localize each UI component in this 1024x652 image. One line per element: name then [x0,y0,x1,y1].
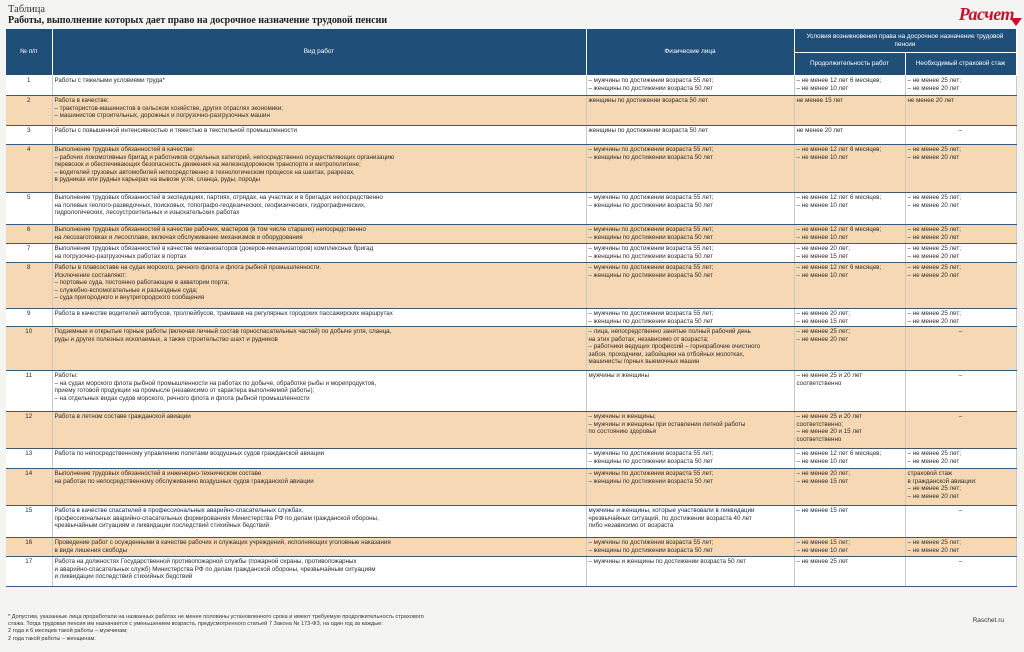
row-number-text: 1 [27,77,31,84]
row-persons-text: – мужчины по достижении возраста 55 лет; – женщины по достижении возраста 50 лет [588,450,714,465]
row-work-type-text: Выполнение трудовых обязанностей в качестве рабочих, мастеров (в том числе старших) непосредственно на лесозаготовках и лесосплаве, включая обслуживание механизмов и оборудования [54,226,366,241]
row-persons-text: – мужчины по достижении возраста 55 лет; – женщины по достижении возраста 50 лет [588,77,714,92]
row-insurance [905,506,1016,538]
row-persons [586,327,794,371]
row-work-type [52,327,586,371]
row-duration-text: не менее 20 лет [796,127,844,134]
row-insurance-text: не менее 20 лет [907,97,955,104]
table-row [6,145,1016,193]
row-persons [586,449,794,469]
row-number-text: 3 [27,127,31,134]
row-number-text: 13 [25,450,33,457]
footnote: * Допустим, указанные лица проработали на названных работах не менее половины установленного срока и имеют требуемую продолжительность страхового стажа. Тогда трудовая пенсия им назначается с уменьшением возраста, предусмотренного статьей 7 Закона № 173-ФЗ, на один год за каждые: 2 года и 6 месяцев такой работы – мужчинам; 2 года такой работы – женщинам. [8,614,424,642]
row-number-text: 5 [27,194,31,201]
row-number [6,145,52,193]
table-row [6,76,1016,96]
row-persons [586,557,794,587]
row-number-text: 16 [25,539,33,546]
row-insurance [905,327,1016,371]
row-persons-text: женщины по достижении возраста 50 лет [588,127,708,134]
row-persons-text: – мужчины по достижении возраста 55 лет; – женщины по достижении возраста 50 лет [588,245,714,260]
row-work-type-text: Работы с тяжелыми условиями труда* [54,77,165,84]
row-number-text: 14 [25,470,33,477]
row-work-type [52,538,586,557]
row-work-type-text: Выполнение трудовых обязанностей в инженерно-техническом составе на работах по непосредственному обслуживанию воздушных судов гражданской авиации [54,470,314,485]
row-duration-text: – не менее 15 лет; – не менее 10 лет [796,539,850,554]
row-duration-text: – не менее 12 лет 6 месяцев; – не менее 10 лет [796,264,882,279]
row-work-type-text: Работа по непосредственному управлению полетами воздушных судов гражданской авиации [54,450,325,457]
row-work-type-text: Работа в качестве водителей автобусов, троллейбусов, трамваев на регулярных городских пассажирских маршрутах [54,310,393,317]
row-insurance [905,96,1016,126]
row-duration-text: – не менее 25 и 20 лет соответственно [796,372,863,387]
row-duration [794,244,905,263]
col-header-persons: Физические лица [586,29,794,76]
row-duration [794,96,905,126]
row-duration-text: – не менее 20 лет; – не менее 15 лет [796,310,850,325]
row-work-type [52,371,586,412]
row-persons [586,469,794,506]
row-insurance [905,225,1016,244]
row-work-type [52,193,586,225]
row-insurance-text: – не менее 25 лет; – не менее 20 лет [907,146,961,161]
row-persons [586,263,794,309]
logo-flag-icon [1010,18,1022,26]
row-number-text: 11 [25,372,32,379]
row-work-type [52,506,586,538]
row-insurance [905,412,1016,449]
row-work-type-text: Работы в плавсоставе на судах морского, речного флота и флота рыбной промышленности. Исключение составляют: – портовые суда, постоянно работающие в акватории порта; – служебно-вспомогательные и разъездные суда; – суда пригородного и внутригородского сообщения [54,264,322,301]
row-number-text: 2 [27,97,31,104]
row-insurance-text: – не менее 25 лет; – не менее 20 лет [907,450,961,465]
col-header-duration: Продолжительность работ [794,53,905,76]
row-work-type [52,309,586,327]
row-work-type-text: Работы: – на судах морского флота рыбной промышленности на работах по добыче, обработке рыбы и морепродуктов, приему готовой продукции на промысле (независимо от характера выполняемой работы); – на отдельных видах судов морского, речного флота и флота рыбной промышленности [54,372,377,402]
col-header-insurance: Необходимый страховой стаж [905,53,1016,76]
table-row [6,327,1016,371]
row-work-type [52,469,586,506]
row-duration [794,506,905,538]
row-work-type [52,145,586,193]
row-work-type [52,244,586,263]
row-insurance [905,469,1016,506]
row-duration-text: не менее 15 лет [796,97,844,104]
brand-logo-text: Расчет [958,4,1014,24]
row-insurance [905,244,1016,263]
row-work-type [52,96,586,126]
row-insurance-text: – [958,372,963,379]
col-header-conditions: Условия возникновения права на досрочное назначение трудовой пенсии [794,29,1016,53]
row-work-type [52,263,586,309]
row-duration [794,469,905,506]
row-duration [794,76,905,96]
row-insurance [905,557,1016,587]
table-row [6,96,1016,126]
row-number-text: 17 [25,558,33,565]
row-duration [794,538,905,557]
row-number-text: 8 [27,264,31,271]
table-row [6,469,1016,506]
row-persons [586,145,794,193]
table-row [6,126,1016,145]
row-persons-text: мужчины и женщины, которые участвовали в ликвидации чрезвычайных ситуаций, по достижении возраста 40 лет либо независимо от возраста [588,507,755,529]
row-number [6,193,52,225]
row-duration [794,263,905,309]
row-number-text: 15 [25,507,33,514]
table-row [6,225,1016,244]
row-duration-text: – не менее 15 лет [796,507,849,514]
site-link[interactable]: Raschet.ru [972,617,1004,624]
row-duration-text: – не менее 25 лет; – не менее 20 лет [796,328,850,343]
row-insurance-text: – [958,558,963,565]
row-insurance [905,538,1016,557]
row-persons [586,371,794,412]
row-work-type-text: Работа в летном составе гражданской авиации [54,413,191,420]
row-work-type [52,126,586,145]
brand-logo[interactable] [959,4,1014,25]
row-work-type-text: Выполнение трудовых обязанностей в качестве: – рабочих локомотивных бригад и работников отдельных категорий, непосредственно осуществляющих организацию перевозок и обеспечивающих безопасность движения на железнодорожном транспорте и метрополитене; – водителей грузовых автомобилей непосредственно в технологическом процессе на шахтах, разрезах, в рудниках или рудных карьерах на вывозе угля, сланца, руды, породы [54,146,395,183]
row-number [6,506,52,538]
row-work-type-text: Работа в качестве спасателей в профессиональных аварийно-спасательных службах, профессиональных аварийно-спасательных формированиях Министерства РФ по делам гражданской обороны, чрезвычайным ситуациям и ликвидации последствий стихийных бедствий [54,507,379,529]
row-work-type-text: Работы с повышенной интенсивностью и тяжестью в текстильной промышленности [54,127,297,134]
row-work-type [52,449,586,469]
row-duration [794,449,905,469]
row-number [6,412,52,449]
row-persons [586,244,794,263]
row-duration [794,193,905,225]
table-row [6,371,1016,412]
row-duration-text: – не менее 12 лет 6 месяцев; – не менее 10 лет [796,146,882,161]
row-persons [586,538,794,557]
table-body [6,76,1016,587]
row-duration-text: – не менее 12 лет 6 месяцев; – не менее 10 лет [796,450,882,465]
row-number-text: 6 [27,226,31,233]
row-insurance-text: – не менее 25 лет; – не менее 20 лет [907,245,961,260]
page-header [8,4,1016,30]
row-persons [586,96,794,126]
row-work-type [52,557,586,587]
row-insurance [905,309,1016,327]
row-number [6,309,52,327]
row-persons-text: – мужчины по достижении возраста 55 лет; – женщины по достижении возраста 50 лет [588,194,714,209]
row-persons-text: – мужчины по достижении возраста 55 лет; – женщины по достижении возраста 50 лет [588,470,714,485]
table-row [6,263,1016,309]
row-duration [794,225,905,244]
row-duration-text: – не менее 12 лет 6 месяцев; – не менее 10 лет [796,194,882,209]
row-work-type [52,225,586,244]
row-duration-text: – не менее 20 лет; – не менее 15 лет [796,245,850,260]
page-title: Работы, выполнение которых дает право на досрочное назначение трудовой пенсии [8,15,388,26]
row-persons [586,412,794,449]
row-persons-text: – мужчины и женщины; – мужчины и женщины при оставлении летной работы по состоянию здоровья [588,413,746,435]
row-number [6,263,52,309]
row-insurance [905,193,1016,225]
table-row [6,557,1016,587]
table-row [6,506,1016,538]
row-persons-text: – мужчины по достижении возраста 55 лет; – женщины по достижении возраста 50 лет [588,264,714,279]
table-row [6,193,1016,225]
row-persons [586,193,794,225]
row-persons-text: – мужчины и женщины по достижении возраста 50 лет [588,558,746,565]
row-duration-text: – не менее 12 лет 6 месяцев; – не менее 10 лет [796,77,882,92]
row-insurance-text: – [958,127,963,134]
row-duration [794,557,905,587]
row-persons-text: – лица, непосредственно занятые полный рабочий день на этих работах, независимо от возраста; – работники ведущих профессий – горнорабочие очистного забоя, проходчики, забойщики на отбойных молотках, машинисты горных выемочных машин [588,328,761,365]
row-number [6,538,52,557]
row-work-type-text: Выполнение трудовых обязанностей в экспедициях, партиях, отрядах, на участках и в бригадах непосредственно на полевых геолого-разведочных, поисковых, топографо-геодезических, геофизических, гидрографических, гидрологических, лесоустроительных и изыскательских работах [54,194,383,216]
row-insurance [905,449,1016,469]
row-duration-text: – не менее 25 и 20 лет соответственно; – не менее 20 и 15 лет соответственно [796,413,863,443]
row-number-text: 7 [27,245,31,252]
row-persons-text: – мужчины по достижении возраста 55 лет; – женщины по достижении возраста 50 лет [588,310,714,325]
row-number [6,371,52,412]
row-insurance-text: – не менее 25 лет; – не менее 20 лет [907,226,961,241]
row-work-type [52,76,586,96]
row-insurance-text: – не менее 25 лет; – не менее 20 лет [907,77,961,92]
row-work-type-text: Работа на должностях Государственной противопожарной службы (пожарной охраны, противопожарных и аварийно-спасательных служб) Министерства РФ по делам гражданской обороны, чрезвычайным ситуациям и ликвидации последствий стихийных бедствий [54,558,376,580]
row-insurance-text: – не менее 25 лет; – не менее 20 лет [907,539,961,554]
row-persons-text: женщины по достижении возраста 50 лет [588,97,708,104]
row-number [6,76,52,96]
col-header-num: № п/п [6,29,52,76]
row-number-text: 9 [27,310,31,317]
row-persons-text: – мужчины по достижении возраста 55 лет; – женщины по достижении возраста 50 лет [588,539,714,554]
row-work-type-text: Работа в качестве: – трактористов-машинистов в сельском хозяйстве, других отраслях экономики; – машинистов строительных, дорожных и погрузочно-разгрузочных машин [54,97,284,119]
table-row [6,412,1016,449]
row-duration [794,412,905,449]
row-work-type-text: Проведение работ с осужденными в качестве рабочих и служащих учреждений, исполняющих уголовные наказания в виде лишения свободы [54,539,391,554]
row-insurance-text: – не менее 25 лет; – не менее 20 лет [907,194,961,209]
row-duration [794,327,905,371]
row-number [6,327,52,371]
table-row [6,449,1016,469]
row-number [6,557,52,587]
row-persons [586,126,794,145]
row-duration [794,371,905,412]
row-number [6,244,52,263]
row-duration [794,145,905,193]
row-insurance-text: – не менее 25 лет; – не менее 20 лет [907,264,961,279]
row-duration [794,309,905,327]
row-number [6,469,52,506]
row-number-text: 4 [27,146,31,153]
row-duration-text: – не менее 25 лет [796,558,849,565]
row-persons-text: мужчины и женщины [588,372,649,379]
row-number [6,126,52,145]
row-persons [586,309,794,327]
row-work-type-text: Подземные и открытые горные работы (включая личный состав горноспасательных частей) по добыче угля, сланца, руды и других полезных ископаемых, а также строительство шахт и рудников [54,328,392,343]
row-number [6,96,52,126]
row-insurance [905,76,1016,96]
table-row [6,309,1016,327]
row-insurance [905,263,1016,309]
row-duration-text: – не менее 12 лет 6 месяцев; – не менее 10 лет [796,226,882,241]
row-number-text: 10 [25,328,33,335]
table-row [6,244,1016,263]
row-insurance [905,371,1016,412]
pension-table [6,29,1017,587]
row-persons-text: – мужчины по достижении возраста 55 лет; – женщины по достижении возраста 50 лет [588,146,714,161]
col-header-work: Вид работ [52,29,586,76]
row-insurance [905,126,1016,145]
row-persons [586,225,794,244]
row-insurance-text: – [958,328,963,335]
row-insurance-text: – не менее 25 лет; – не менее 20 лет [907,310,961,325]
row-number-text: 12 [25,413,33,420]
row-work-type [52,412,586,449]
row-number [6,225,52,244]
table-caption: Таблица [8,4,46,15]
row-work-type-text: Выполнение трудовых обязанностей в качестве механизаторов (докеров-механизаторов) комплексных бригад на погрузочно-разгрузочных работах в портах [54,245,374,260]
row-insurance-text: – [958,507,963,514]
row-duration [794,126,905,145]
row-persons [586,506,794,538]
row-duration-text: – не менее 20 лет; – не менее 15 лет [796,470,850,485]
row-insurance-text: страховой стаж в гражданской авиации: – не менее 25 лет; – не менее 20 лет [907,470,977,500]
row-insurance [905,145,1016,193]
table-row [6,538,1016,557]
row-number [6,449,52,469]
row-persons [586,76,794,96]
row-persons-text: – мужчины по достижении возраста 55 лет; – женщины по достижении возраста 50 лет [588,226,714,241]
row-insurance-text: – [958,413,963,420]
